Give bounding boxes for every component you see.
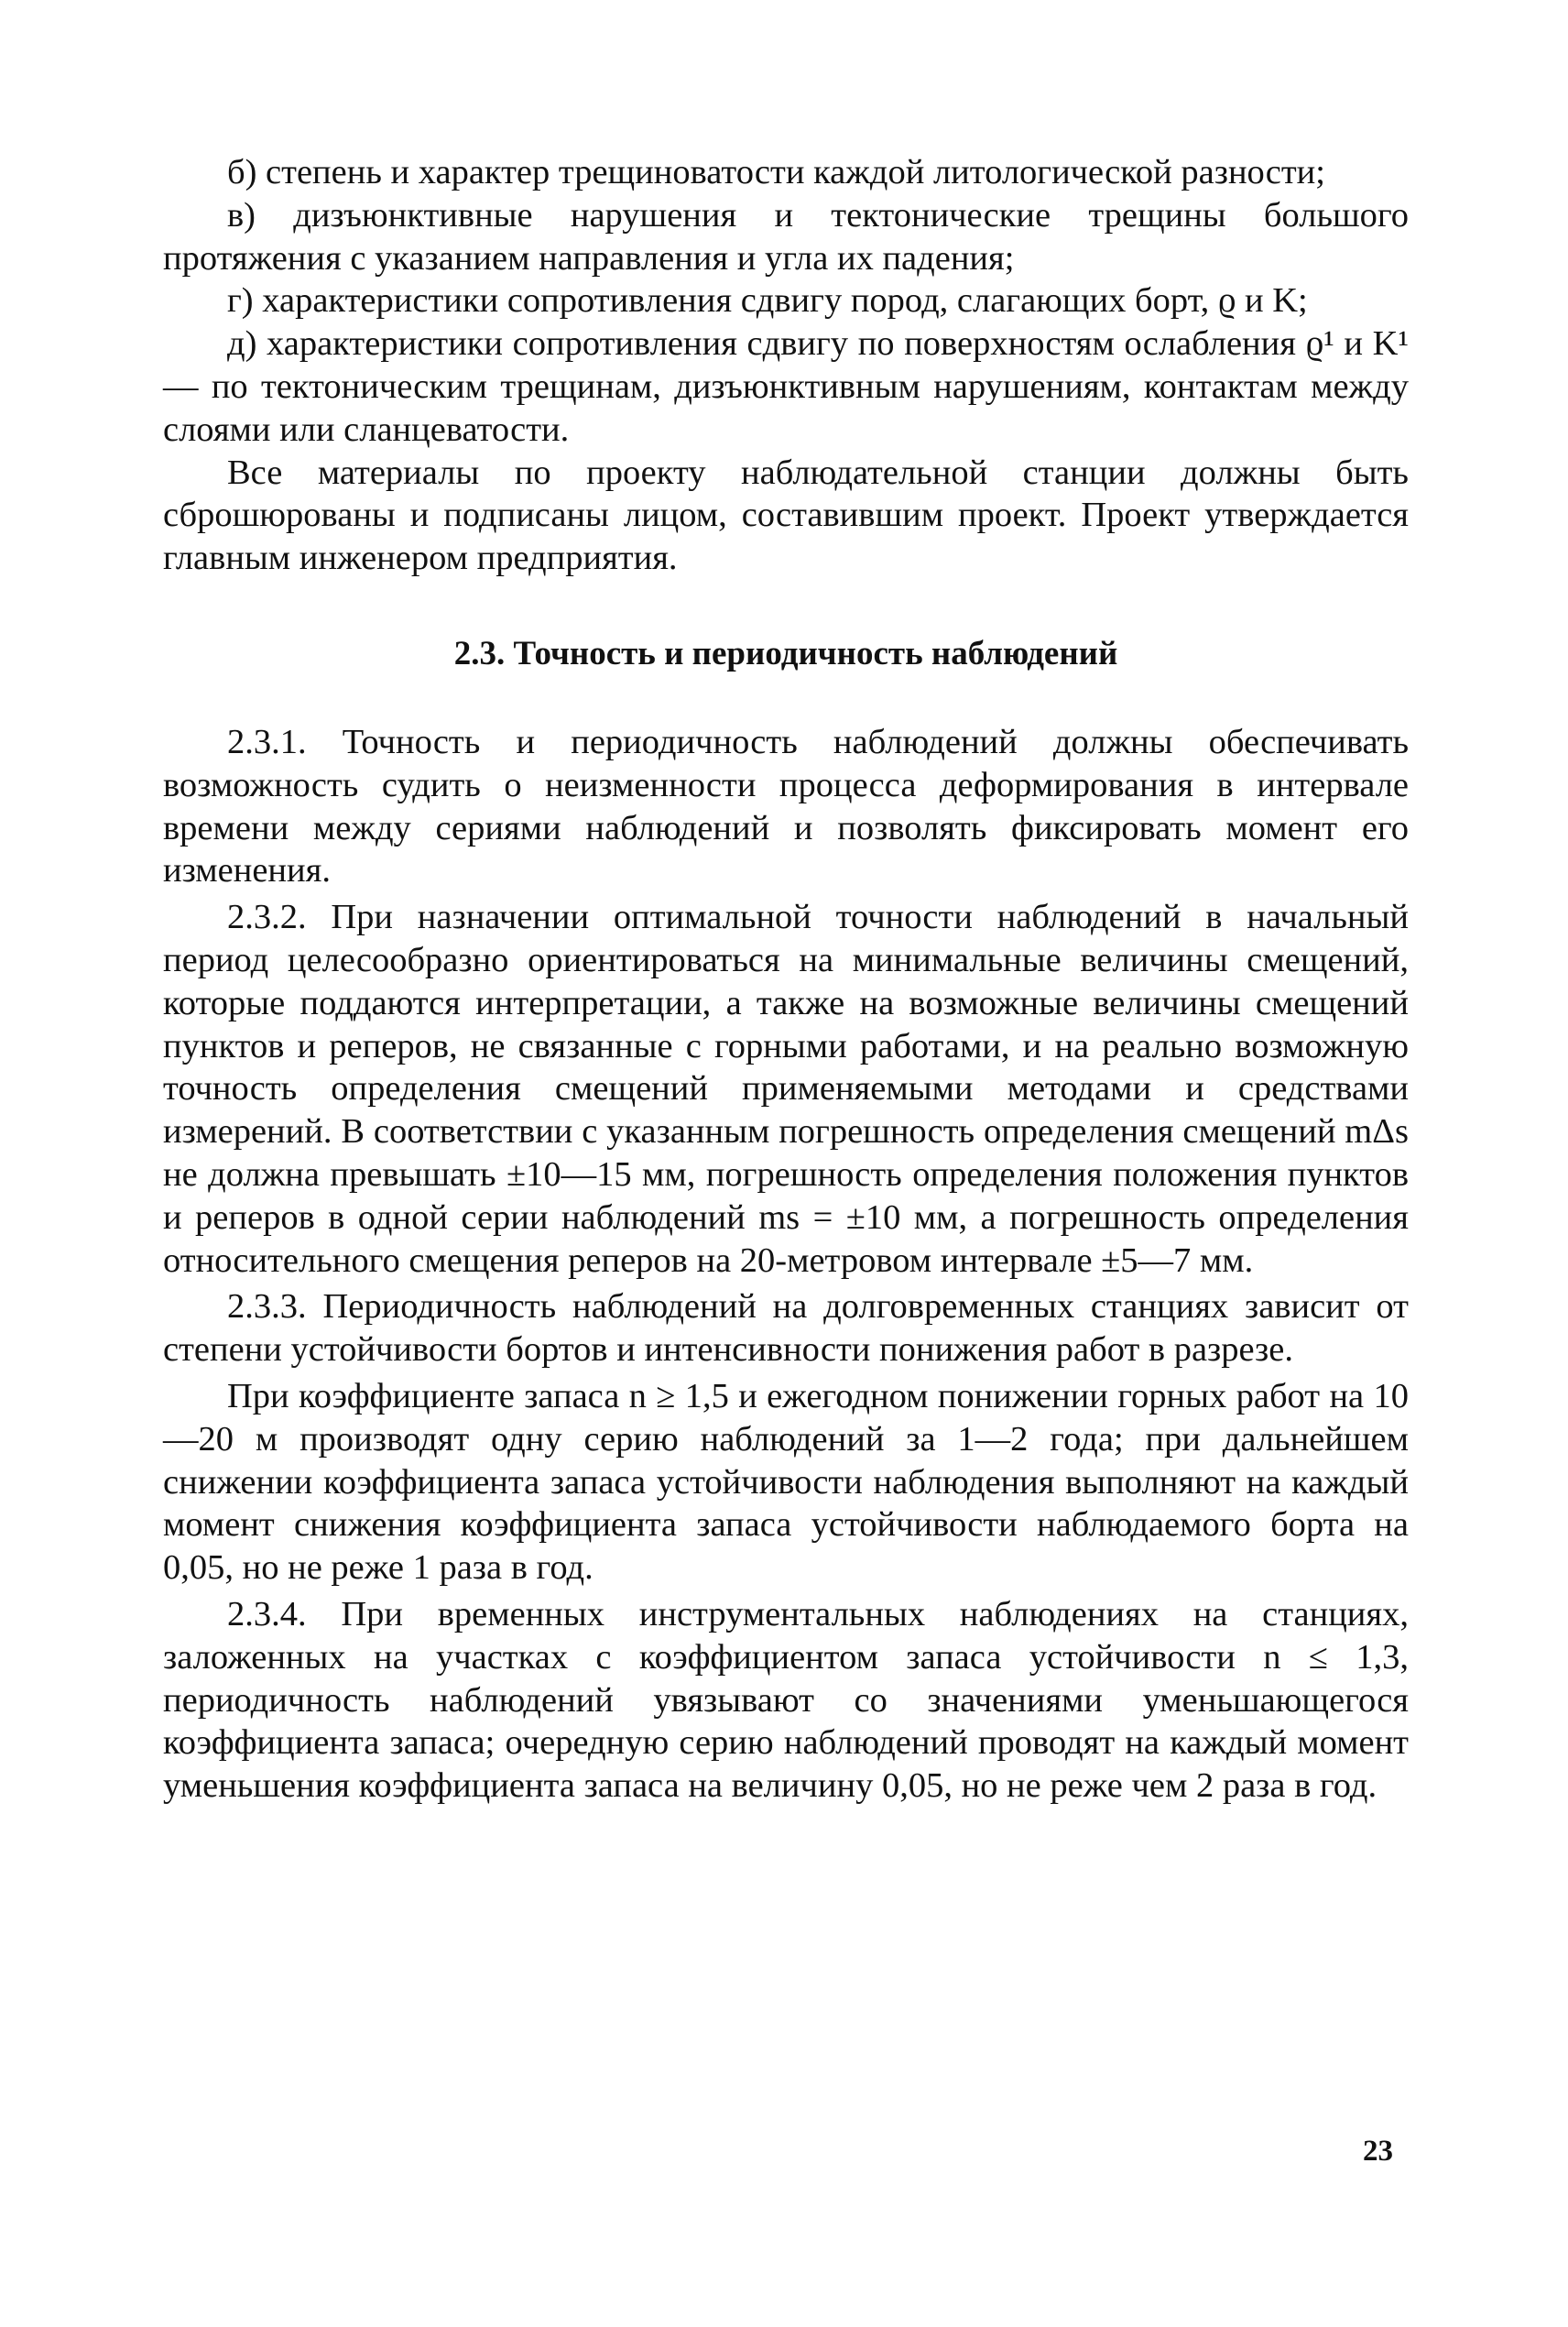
paragraph-item-g: г) характеристики сопротивления сдвигу пород, слагающих борт, ϱ и K; — [227, 281, 1308, 321]
paragraph-2-3-4: 2.3.4. При временных инструментальных наблюдениях на станциях, заложенных на участках с коэффициентом запаса устойчивости n ≤ 1,3, периодичность наблюдений увязывают со значениями уменьшающегося коэффициента запаса; очередную серию наблюдений проводят на каждый момент уменьшения коэффициента запаса на величину 0,05, но не реже чем 2 раза в год. — [163, 1594, 1409, 1806]
paragraph-2-3-3: 2.3.3. Периодичность наблюдений на долговременных станциях зависит от степени устойчивости бортов и интенсивности понижения работ в разрезе. — [163, 1287, 1409, 1370]
paragraph-item-b: б) степень и характер трещиноватости каждой литологической разности; — [227, 153, 1325, 191]
page-number: 23 — [1363, 2135, 1393, 2168]
paragraph-item-v: в) дизъюнктивные нарушения и тектонические трещины большого протяжения с указанием направления и угла их падения; — [163, 195, 1409, 278]
paragraph-2-3-2: 2.3.2. При назначении оптимальной точности наблюдений в начальный период целесообразно ориентироваться на минимальные величины смещений, которые поддаются интерпретации, а также на возможные величины смещений пунктов и реперов, не связанные с горными работами, и на реально возможную точность определения смещений применяемыми методами и средствами измерений. В соответствии с указанным погрешность определения смещений mΔs не должна превышать ±10—15 мм, погрешность определения положения пунктов и реперов в одной серии наблюдений ms = ±10 мм, а погрешность определения относительного смещения реперов на 20-метровом интервале ±5—7 мм. — [163, 898, 1409, 1280]
section-heading: 2.3. Точность и периодичность наблюдений — [453, 634, 1118, 672]
paragraph-item-d: д) характеристики сопротивления сдвигу по поверхностям ослабления ϱ¹ и K¹ — по тектоническим трещинам, дизъюнктивным нарушениям, контактам между слоями или сланцеватости. — [163, 324, 1409, 449]
paragraph-2-3-1: 2.3.1. Точность и периодичность наблюдений должны обеспечивать возможность судить о неизменности процесса деформирования в интервале времени между сериями наблюдений и позволять фиксировать момент его изменения. — [163, 722, 1409, 890]
document-page — [163, 151, 1409, 2231]
paragraph-safety-factor: При коэффициенте запаса n ≥ 1,5 и ежегодном понижении горных работ на 10—20 м производят одну серию наблюдений за 1—2 года; при дальнейшем снижении коэффициента запаса устойчивости наблюдения выполняют на каждый момент снижения коэффициента запаса устойчивости наблюдаемого борта на 0,05, но не реже 1 раза в год. — [163, 1376, 1409, 1588]
paragraph-project-approval: Все материалы по проекту наблюдательной станции должны быть сброшюрованы и подписаны лицом, составившим проект. Проект утверждается главным инженером предприятия. — [163, 453, 1409, 578]
